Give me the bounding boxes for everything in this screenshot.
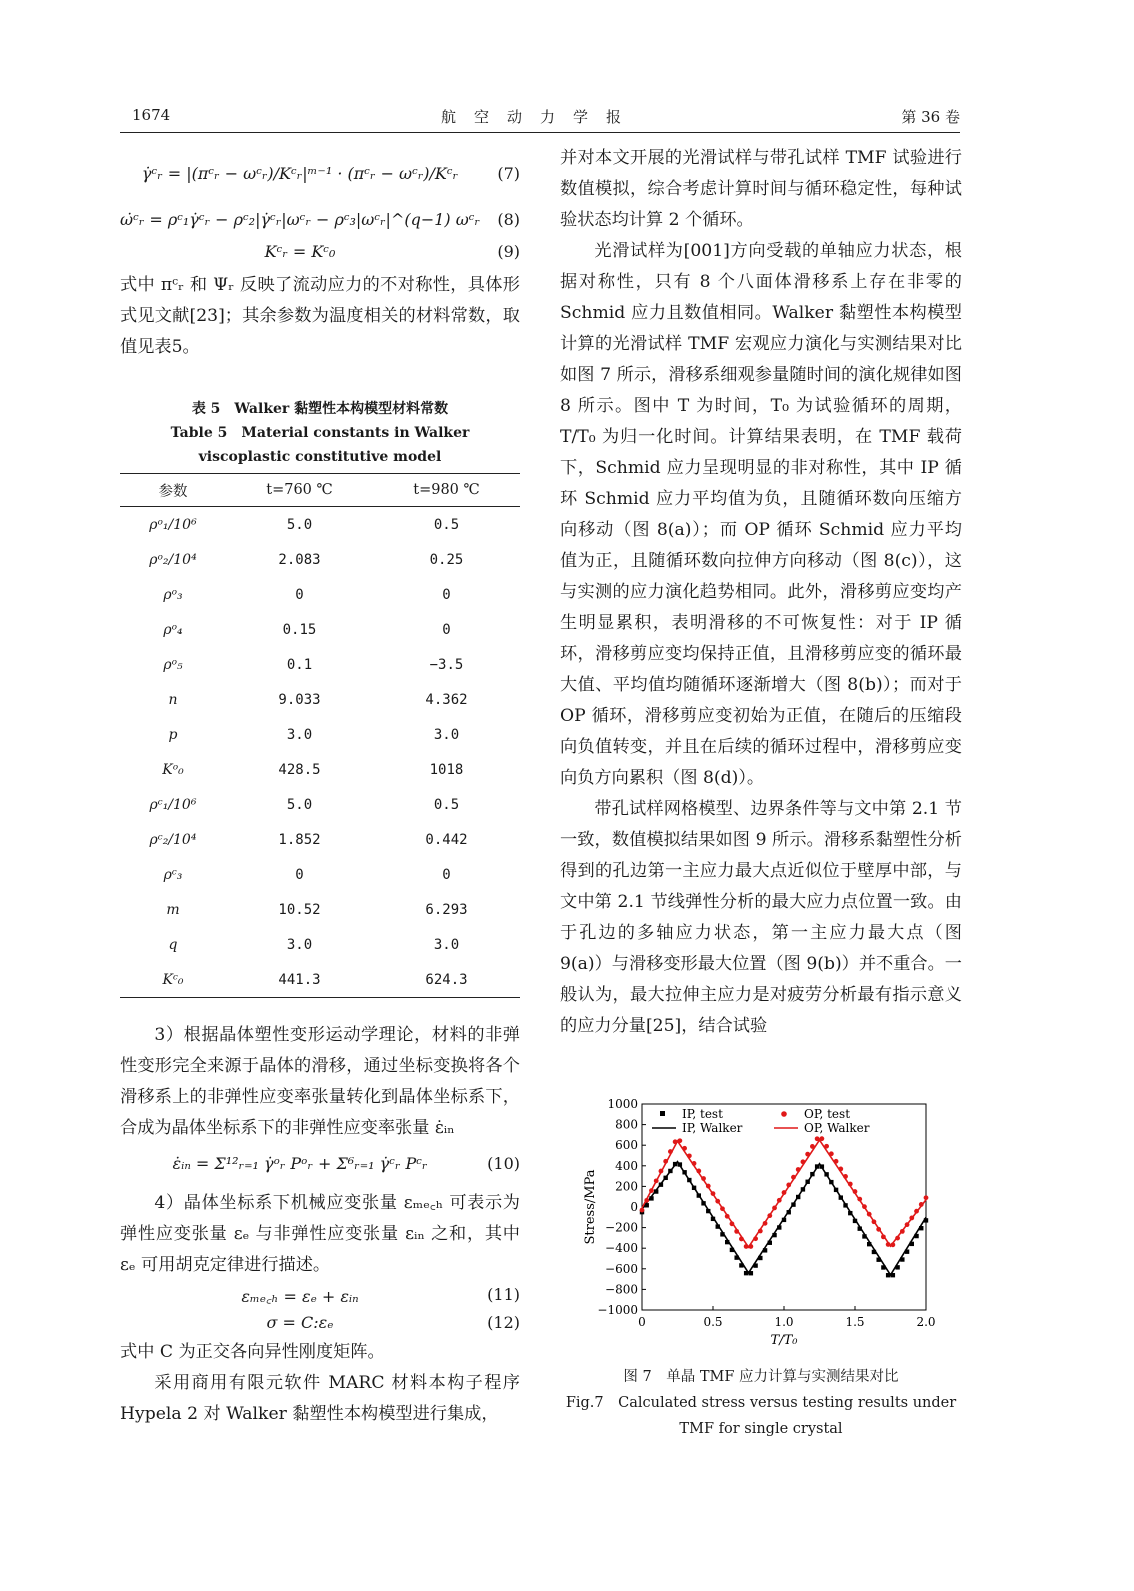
table-header: 参数 bbox=[120, 474, 226, 507]
table-row bbox=[120, 507, 520, 543]
x-axis-label: T/T₀ bbox=[770, 1333, 798, 1348]
value-cell: 0.1 bbox=[286, 656, 313, 673]
series-line bbox=[642, 1162, 926, 1275]
value-cell: 441.3 bbox=[226, 962, 373, 998]
value-cell: 0.5 bbox=[433, 796, 460, 813]
value-cell: 0.5 bbox=[433, 516, 460, 533]
figure-caption-en: Fig.7 Calculated stress versus testing results under bbox=[565, 1395, 957, 1411]
paragraph: 3）根据晶体塑性变形运动学理论，材料的非弹性变形完全来源于晶体的滑移，通过坐标变换将各个滑移系上的非弹性应变率张量转化到晶体坐标系下，合成为晶体坐标系下的非弹性应变率张量 ε̇ᵢₙ bbox=[120, 1025, 520, 1138]
legend-label: OP, test bbox=[804, 1107, 851, 1121]
paragraph: 式中 C 为正交各向异性刚度矩阵。 bbox=[120, 1342, 385, 1362]
figure-7 bbox=[560, 1090, 962, 1442]
volume-label: 第 36 卷 bbox=[901, 108, 960, 126]
y-tick-label: 0 bbox=[630, 1200, 638, 1214]
legend-label: IP, Walker bbox=[682, 1121, 743, 1135]
y-axis-label: Stress/MPa bbox=[583, 1169, 598, 1245]
table-row bbox=[120, 752, 520, 787]
table-row bbox=[120, 822, 520, 857]
y-tick-label: 400 bbox=[615, 1158, 638, 1173]
x-tick-label: 0.5 bbox=[703, 1315, 723, 1329]
value-cell: 3.0 bbox=[433, 726, 460, 743]
paragraph: 采用商用有限元软件 MARC 材料本构子程序 Hypela 2 对 Walker 黏塑性本构模型进行集成， bbox=[120, 1373, 520, 1424]
table-row bbox=[120, 542, 520, 577]
journal-title: 航空动力学报 bbox=[440, 108, 639, 126]
data-point bbox=[640, 1208, 645, 1213]
x-tick-label: 1.5 bbox=[845, 1315, 865, 1329]
paragraph: 并对本文开展的光滑试样与带孔试样 TMF 试验进行数值模拟，综合考虑计算时间与循环稳定性，每种试验状态均计算 2 个循环。 bbox=[560, 148, 962, 230]
table-header: t=760 ℃ bbox=[226, 474, 373, 507]
value-cell: 428.5 bbox=[278, 761, 321, 778]
page-number: 1674 bbox=[132, 106, 171, 124]
stress-chart bbox=[560, 1090, 962, 1360]
param-cell: ρᵒ₃ bbox=[163, 586, 183, 603]
value-cell: 5.0 bbox=[286, 796, 313, 813]
equation-8: ω̇ᶜᵣ = ρᶜ₁γ̇ᶜᵣ − ρᶜ₂|γ̇ᶜᵣ|ωᶜᵣ − ρᶜ₃|ωᶜᵣ|^(q−1) ωᶜᵣ (8) bbox=[120, 210, 520, 229]
table-caption-cn: 表 5 Walker 黏塑性本构模型材料常数 bbox=[191, 401, 449, 417]
table-header: t=980 ℃ bbox=[373, 474, 520, 507]
y-tick-label: 200 bbox=[615, 1179, 638, 1194]
table-row bbox=[120, 717, 520, 752]
y-tick-label: −800 bbox=[605, 1282, 638, 1297]
param-cell: m bbox=[166, 901, 180, 918]
paragraph: 光滑试样为[001]方向受载的单轴应力状态，根据对称性，只有 8 个八面体滑移系上存在非零的 Schmid 应力且数值相同。Walker 黏塑性本构模型计算的光滑试样 TMF 宏观应力演化与实测结果对比如图 7 所示，滑移系细观参量随时间的演化规律如图 8 所示。图中 T 为时间，T₀ 为试验循环的周期，T/T₀ 为归一化时间。计算结果表明，在 TMF 载荷下，Schmid 应力呈现明显的非对称性，其中 IP 循环 Schmid 应力平均值为负，且随循环数向压缩方向移动（图 8(a)）；而 OP 循环 Schmid 应力平均值为正，且随循环数向拉伸方向移动（图 8(c)），这与实测的应力演化趋势相同。此外，滑移剪应变均产生明显累积，表明滑移的不可恢复性：对于 IP 循环，滑移剪应变均保持正值，且滑移剪应变的循环最大值、平均值均随循环逐渐增大（图 8(b)）；而对于 OP 循环，滑移剪应变初始为正值，在随后的压缩段向负值转变，并且在后续的循环过程中，滑移剪应变向负方向累积（图 8(d)）。 bbox=[560, 241, 962, 788]
value-cell: −3.5 bbox=[429, 656, 464, 673]
page-header bbox=[120, 100, 960, 133]
param-cell: Kᶜ₀ bbox=[120, 962, 226, 998]
x-tick-label: 1.0 bbox=[774, 1315, 794, 1329]
value-cell: 0 bbox=[442, 866, 451, 883]
param-cell: ρᵒ₄ bbox=[163, 621, 183, 638]
y-tick-label: −600 bbox=[605, 1261, 638, 1276]
table-row bbox=[120, 962, 520, 998]
y-tick-label: −1000 bbox=[597, 1303, 638, 1317]
equation-9: Kᶜᵣ = Kᶜ₀ (9) bbox=[264, 242, 520, 261]
table-row bbox=[120, 857, 520, 892]
y-tick-label: 1000 bbox=[607, 1097, 638, 1111]
param-cell: ρᵒ₂/10⁴ bbox=[149, 551, 197, 568]
value-cell: 2.083 bbox=[278, 551, 321, 568]
table-row bbox=[120, 892, 520, 927]
param-cell: p bbox=[168, 726, 178, 743]
value-cell: 9.033 bbox=[278, 691, 321, 708]
value-cell: 3.0 bbox=[286, 726, 313, 743]
value-cell: 0.15 bbox=[282, 621, 317, 638]
param-cell: n bbox=[168, 691, 178, 708]
value-cell: 0 bbox=[295, 866, 304, 883]
x-tick-label: 2.0 bbox=[916, 1315, 936, 1329]
equation-11: εₘₑ꜀ₕ = εₑ + εᵢₙ (11) bbox=[241, 1285, 520, 1306]
legend-label: IP, test bbox=[682, 1107, 723, 1121]
table-row bbox=[120, 577, 520, 612]
value-cell: 0 bbox=[295, 586, 304, 603]
value-cell: 6.293 bbox=[425, 901, 468, 918]
legend-label: OP, Walker bbox=[804, 1121, 870, 1135]
table-row bbox=[120, 682, 520, 717]
value-cell: 10.52 bbox=[278, 901, 321, 918]
left-column bbox=[120, 150, 520, 1430]
series-line bbox=[642, 1140, 926, 1247]
param-cell: q bbox=[168, 936, 178, 953]
right-column bbox=[560, 143, 962, 1042]
param-cell: ρᶜ₂/10⁴ bbox=[149, 831, 197, 848]
value-cell: 0 bbox=[442, 621, 451, 638]
value-cell: 0.25 bbox=[429, 551, 464, 568]
table-caption-en: Table 5 Material constants in Walker viscoplastic constitutive model bbox=[170, 425, 470, 465]
paragraph: 带孔试样网格模型、边界条件等与文中第 2.1 节一致，数值模拟结果如图 9 所示。滑移系黏塑性分析得到的孔边第一主应力最大点近似位于壁厚中部，与文中第 2.1 节线弹性分析的最大应力点位置一致。由于孔边的多轴应力状态，第一主应力最大点（图 9(a)）与滑移变形最大位置（图 9(b)）并不重合。一般认为，最大拉伸主应力是对疲劳分析最有指示意义的应力分量[25]，结合试验 bbox=[560, 799, 962, 1036]
value-cell: 5.0 bbox=[286, 516, 313, 533]
table-row bbox=[120, 927, 520, 962]
table-row bbox=[120, 612, 520, 647]
paragraph: 4）晶体坐标系下机械应变张量 εₘₑ꜀ₕ 可表示为弹性应变张量 εₑ 与非弹性应变张量 εᵢₙ 之和，其中 εₑ 可用胡克定律进行描述。 bbox=[120, 1193, 520, 1275]
value-cell: 0.442 bbox=[425, 831, 468, 848]
value-cell: 1018 bbox=[429, 761, 464, 778]
value-cell: 3.0 bbox=[433, 936, 460, 953]
y-tick-label: 800 bbox=[615, 1117, 638, 1132]
value-cell: 4.362 bbox=[425, 691, 468, 708]
legend-marker bbox=[660, 1111, 665, 1116]
data-point bbox=[924, 1195, 929, 1200]
y-tick-label: 600 bbox=[615, 1138, 638, 1153]
figure-caption-cn: 图 7 单晶 TMF 应力计算与实测结果对比 bbox=[623, 1369, 899, 1385]
y-tick-label: −200 bbox=[605, 1220, 638, 1235]
value-cell: 0 bbox=[442, 586, 451, 603]
param-cell: ρᵒ₅ bbox=[163, 656, 183, 673]
table-row bbox=[120, 787, 520, 822]
param-cell: ρᶜ₁/10⁶ bbox=[149, 796, 197, 813]
x-tick-label: 0 bbox=[638, 1315, 646, 1329]
equation-12: σ = C:εₑ (12) bbox=[266, 1313, 520, 1332]
value-cell: 1.852 bbox=[278, 831, 321, 848]
paragraph: 式中 πᶜᵣ 和 Ψᵣ 反映了流动应力的不对称性，具体形式见文献[23]；其余参数为温度相关的材料常数，取值见表5。 bbox=[120, 275, 520, 357]
value-cell: 624.3 bbox=[373, 962, 520, 998]
y-tick-label: −400 bbox=[605, 1241, 638, 1256]
legend-marker bbox=[781, 1111, 787, 1117]
figure-caption-en: TMF for single crystal bbox=[679, 1421, 843, 1437]
param-cell: ρᵒ₁/10⁶ bbox=[149, 516, 197, 533]
value-cell: 3.0 bbox=[286, 936, 313, 953]
equation-7: γ̇ᶜᵣ = |(πᶜᵣ − ωᶜᵣ)/Kᶜᵣ|ᵐ⁻¹ · (πᶜᵣ − ωᶜᵣ)/Kᶜᵣ (7) bbox=[141, 164, 520, 183]
table-row bbox=[120, 647, 520, 682]
equation-10: ε̇ᵢₙ = Σ¹²ᵣ₌₁ γ̇ᵒᵣ Pᵒᵣ + Σ⁶ᵣ₌₁ γ̇ᶜᵣ Pᶜᵣ (10) bbox=[172, 1154, 520, 1173]
table-header-row bbox=[120, 474, 520, 507]
param-cell: Kᵒ₀ bbox=[162, 761, 184, 778]
material-constants-table bbox=[120, 473, 520, 998]
param-cell: ρᶜ₃ bbox=[163, 866, 183, 883]
